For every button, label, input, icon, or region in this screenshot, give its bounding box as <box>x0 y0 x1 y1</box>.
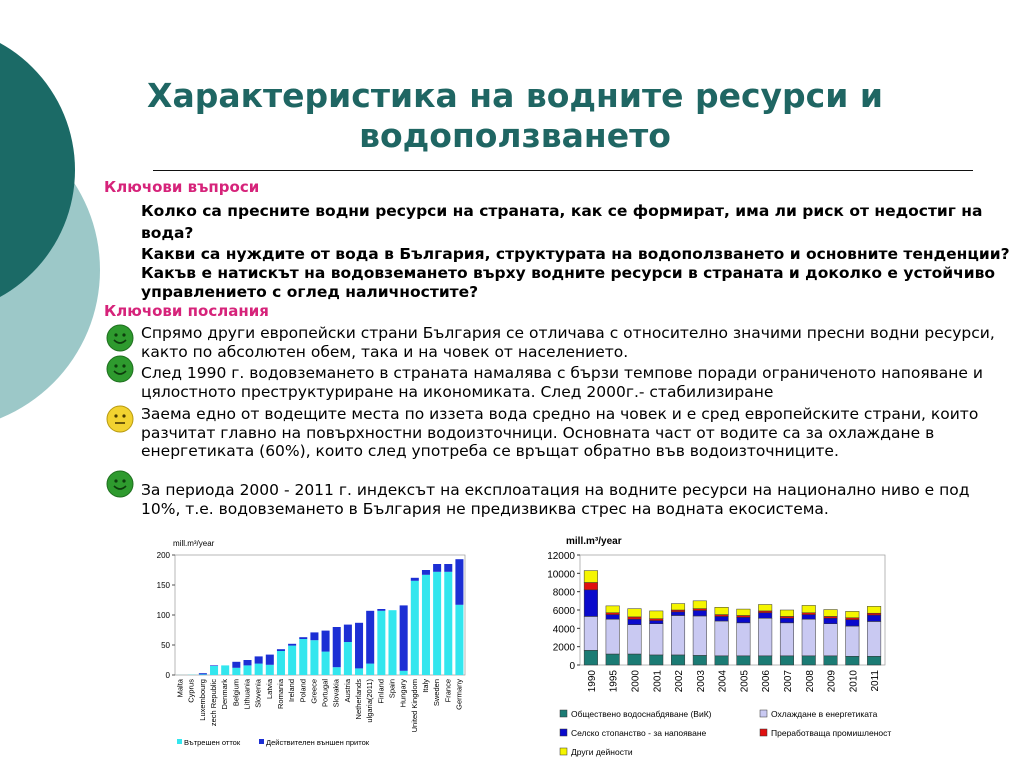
bar-segment <box>649 624 663 655</box>
bar-segment <box>322 631 330 652</box>
x-tick-label: ulgaria(2011) <box>365 679 375 723</box>
x-tick-label: 2004 <box>717 670 729 693</box>
bar-segment <box>344 642 352 675</box>
x-tick-label: 2011 <box>870 670 882 692</box>
x-tick-label: Slovenia <box>253 679 263 708</box>
x-tick-label: 2001 <box>652 670 664 693</box>
bar-segment <box>867 613 881 615</box>
x-tick-label: Luxembourg <box>197 679 207 721</box>
legend-label: Други дейности <box>571 747 633 757</box>
bar-segment <box>584 590 598 617</box>
x-tick-label: Lithuania <box>242 679 252 710</box>
x-tick-label: Germany <box>454 679 464 710</box>
bar-segment <box>802 615 816 620</box>
bar-segment <box>584 583 598 590</box>
bar-segment <box>802 656 816 665</box>
bar-segment <box>802 605 816 612</box>
bar-segment <box>628 619 642 625</box>
bar-segment <box>232 662 240 668</box>
x-tick-label: 1995 <box>608 670 620 693</box>
bar-segment <box>824 618 838 624</box>
bar-segment <box>344 625 352 642</box>
bar-segment <box>867 656 881 665</box>
bar-segment <box>266 655 274 665</box>
x-tick-label: 2000 <box>630 670 642 693</box>
bar-segment <box>671 604 685 610</box>
question-2: Какви са нуждите от вода в България, структурата на водоползването и основните тенденции? Какъв е натискът на водовземането върху водните ресурси в страната и доколко е устойчиво управлението с оглед наличностите? <box>141 245 1010 301</box>
bar-segment <box>277 649 285 651</box>
x-tick-label: Portugal <box>320 679 330 707</box>
bar-segment <box>649 611 663 619</box>
bar-segment <box>584 571 598 583</box>
x-tick-label: 2007 <box>782 670 794 693</box>
legend-label: Действителен външен приток <box>266 738 370 747</box>
bar-segment <box>232 668 240 675</box>
x-tick-label: 2003 <box>695 670 707 693</box>
y-tick-label: 4000 <box>552 624 575 636</box>
bar-segment <box>628 654 642 665</box>
title-divider <box>153 170 973 171</box>
bar-segment <box>802 619 816 656</box>
legend-label: Охлаждане в енергетиката <box>771 709 878 719</box>
bar-segment <box>199 674 207 675</box>
legend-swatch <box>760 729 767 736</box>
y-tick-label: 6000 <box>552 606 575 617</box>
x-tick-label: Malta <box>175 679 185 698</box>
legend-label: Селско стопанство - за напояване <box>571 728 707 738</box>
bar-segment <box>388 610 396 675</box>
bar-segment <box>846 620 860 626</box>
bar-segment <box>606 615 620 620</box>
bar-segment <box>455 605 463 675</box>
bar-segment <box>255 664 263 675</box>
bar-segment <box>758 605 772 611</box>
legend-label: Обществено водоснабдяване (ВиК) <box>571 709 712 719</box>
legend-swatch <box>760 710 767 717</box>
x-tick-label: 2010 <box>848 670 860 693</box>
bar-segment <box>444 564 452 572</box>
message-4: За периода 2000 - 2011 г. индексът на експлоатация на водните ресурси на национално ниво е под 10%, т.е. водовземането в България не предизвиква стрес на водната екосистема. <box>141 481 970 518</box>
bar-segment <box>649 619 663 621</box>
bar-segment <box>243 660 251 665</box>
question-1: Колко са пресните водни ресурси на страната, как се формират, има ли риск от недостиг на вода? <box>141 202 983 242</box>
bar-segment <box>310 632 318 640</box>
x-tick-label: Poland <box>298 679 308 703</box>
bar-segment <box>221 665 229 675</box>
bar-segment <box>846 611 860 617</box>
plot-area <box>580 555 885 665</box>
bar-segment <box>780 656 794 665</box>
bar-segment <box>366 664 374 675</box>
x-tick-label: 2008 <box>804 670 816 693</box>
bar-segment <box>411 581 419 675</box>
message-2: След 1990 г. водовземането в страната намалява с бързи темпове поради ограниченото напояване и цялостното преструктуриране на икономиката. След 2000г.- стабилизиране <box>141 364 983 401</box>
legend-swatch <box>560 729 567 736</box>
legend-swatch <box>560 748 567 755</box>
y-tick-label: 150 <box>156 581 170 590</box>
bar-segment <box>628 617 642 619</box>
x-tick-label: Latvia <box>264 679 274 700</box>
bar-segment <box>824 656 838 665</box>
bar-segment <box>649 655 663 665</box>
page-title: Характеристика на водните ресурси и водоползването <box>147 76 883 155</box>
legend-label: Вътрешен отток <box>184 738 241 747</box>
bar-segment <box>737 623 751 656</box>
bar-segment <box>758 613 772 619</box>
x-tick-label: Sweden <box>432 679 442 707</box>
bar-segment <box>584 650 598 665</box>
x-tick-label: Slovakia <box>331 679 341 708</box>
bar-segment <box>628 609 642 617</box>
x-tick-label: France <box>443 679 453 703</box>
bar-segment <box>737 617 751 623</box>
x-tick-label: Ireland <box>287 679 297 702</box>
x-tick-label: 2006 <box>761 670 773 693</box>
key-questions-heading: Ключови въпроси <box>104 178 260 196</box>
x-tick-label: Finland <box>376 679 386 704</box>
bar-segment <box>606 613 620 615</box>
x-tick-label: Spain <box>387 679 397 699</box>
legend-swatch <box>560 710 567 717</box>
bar-segment <box>606 606 620 613</box>
bar-segment <box>210 666 218 675</box>
smiley-neutral-icon <box>106 405 134 433</box>
bar-segment <box>299 639 307 675</box>
bar-segment <box>715 607 729 614</box>
key-messages-heading: Ключови послания <box>104 302 269 320</box>
bar-segment <box>715 656 729 665</box>
x-tick-label: Netherlands <box>354 679 364 720</box>
bar-segment <box>671 610 685 612</box>
bar-segment <box>444 572 452 675</box>
bar-segment <box>606 619 620 654</box>
bar-segment <box>377 609 385 611</box>
bar-segment <box>693 616 707 655</box>
bar-segment <box>780 616 794 618</box>
smiley-happy-icon <box>106 470 134 498</box>
bar-segment <box>455 559 463 605</box>
bar-segment <box>671 612 685 616</box>
bar-segment <box>606 654 620 665</box>
x-tick-label: Hungary <box>398 679 408 708</box>
y-axis-label: mill.m³/year <box>566 536 622 547</box>
x-tick-label: United Kingdom <box>409 679 419 733</box>
x-tick-label: Belgium <box>231 679 241 707</box>
bar-segment <box>758 656 772 665</box>
y-axis-label: mill.m³/year <box>173 539 215 548</box>
bar-segment <box>824 610 838 617</box>
bar-segment <box>649 621 663 624</box>
bar-segment <box>255 656 263 663</box>
bar-segment <box>671 655 685 665</box>
bar-segment <box>715 615 729 617</box>
chart-renewable-resources-by-country <box>140 535 480 755</box>
bar-segment <box>333 667 341 675</box>
bar-segment <box>715 621 729 656</box>
x-tick-label: zech Republic <box>209 679 219 727</box>
bar-segment <box>584 616 598 650</box>
y-tick-label: 12000 <box>547 551 575 562</box>
bar-segment <box>288 646 296 675</box>
legend-label: Преработваща промишленост <box>771 728 892 738</box>
bar-segment <box>310 640 318 675</box>
message-1: Спрямо други европейски страни България се отличава с относително значими пресни водни ресурси, както по абсолютен обем, така и на човек от населението. <box>141 324 995 361</box>
bar-segment <box>355 623 363 669</box>
bar-segment <box>628 625 642 654</box>
bar-segment <box>824 616 838 618</box>
bar-segment <box>867 606 881 613</box>
x-tick-label: Greece <box>309 679 319 704</box>
y-tick-label: 0 <box>569 661 575 672</box>
x-tick-label: Italy <box>420 679 430 693</box>
legend-swatch <box>177 739 182 744</box>
bar-segment <box>846 626 860 656</box>
bar-segment <box>693 601 707 609</box>
smiley-happy-icon <box>106 355 134 383</box>
y-tick-label: 10000 <box>547 569 575 581</box>
bar-segment <box>758 618 772 656</box>
bar-segment <box>355 668 363 675</box>
x-tick-label: Romania <box>275 679 285 710</box>
bar-segment <box>715 616 729 621</box>
y-tick-label: 8000 <box>552 587 575 599</box>
bar-segment <box>780 610 794 616</box>
smiley-happy-icon <box>106 324 134 352</box>
bar-segment <box>433 564 441 572</box>
plot-area <box>175 555 465 675</box>
bar-segment <box>867 621 881 656</box>
bar-segment <box>266 665 274 675</box>
bar-segment <box>333 627 341 667</box>
bar-segment <box>433 572 441 675</box>
bar-segment <box>737 609 751 615</box>
bar-segment <box>693 610 707 616</box>
bar-segment <box>737 616 751 618</box>
x-tick-label: Austria <box>342 679 352 703</box>
y-tick-label: 100 <box>156 611 170 620</box>
bar-segment <box>243 665 251 675</box>
x-tick-label: 1990 <box>586 670 598 693</box>
bar-segment <box>377 611 385 675</box>
x-tick-label: 2009 <box>826 670 838 693</box>
bar-segment <box>802 613 816 615</box>
x-tick-label: Denmark <box>220 679 230 710</box>
y-tick-label: 0 <box>165 671 170 680</box>
x-tick-label: Cyprus <box>186 679 196 703</box>
bar-segment <box>422 570 430 575</box>
bar-segment <box>210 665 218 666</box>
bar-segment <box>693 609 707 611</box>
y-tick-label: 200 <box>156 551 170 560</box>
bar-segment <box>277 651 285 675</box>
bar-segment <box>846 618 860 620</box>
y-tick-label: 2000 <box>552 642 575 654</box>
bar-segment <box>780 618 794 623</box>
bar-segment <box>671 616 685 655</box>
bar-segment <box>299 637 307 639</box>
bar-segment <box>400 671 408 675</box>
legend-swatch <box>259 739 264 744</box>
bar-segment <box>737 656 751 665</box>
bar-segment <box>846 656 860 665</box>
bar-segment <box>322 652 330 675</box>
bar-segment <box>780 623 794 656</box>
bar-segment <box>693 655 707 665</box>
y-tick-label: 50 <box>161 641 170 650</box>
message-3: Заема едно от водещите места по иззета вода средно на човек и е сред европейските страни, които разчитат главно на повърхностни водоизточници. Основната част от водите са за охлаждане в енергетиката (60%), които след употреба се връщат обратно във водоизточниците. <box>141 405 979 460</box>
bar-segment <box>867 615 881 621</box>
bar-segment <box>824 624 838 656</box>
bar-segment <box>758 611 772 613</box>
bar-segment <box>422 575 430 675</box>
bar-segment <box>288 644 296 646</box>
bar-segment <box>366 611 374 664</box>
bar-segment <box>411 578 419 581</box>
chart-water-abstraction-by-sector <box>520 532 940 762</box>
bar-segment <box>400 605 408 670</box>
bar-segment <box>199 673 207 674</box>
x-tick-label: 2005 <box>739 670 751 693</box>
x-tick-label: 2002 <box>674 670 686 693</box>
